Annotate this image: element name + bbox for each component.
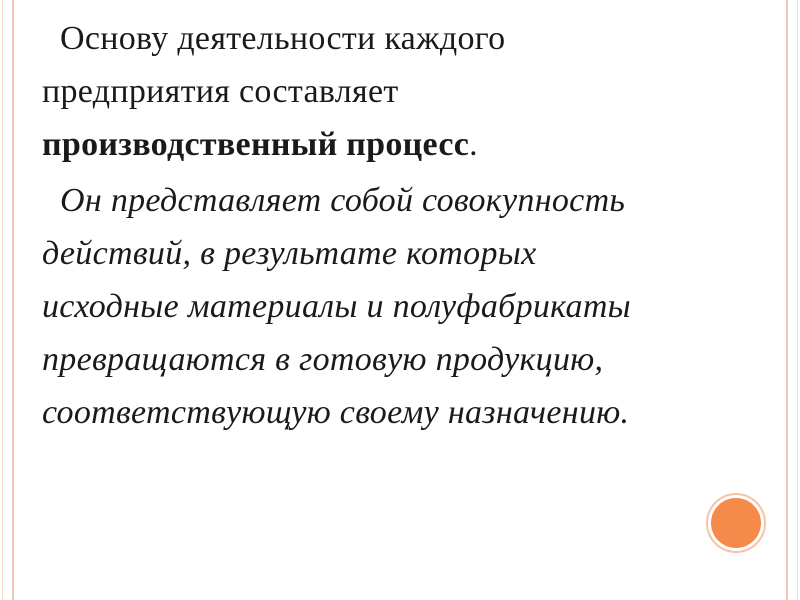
- slide-content: [42, 12, 682, 439]
- paragraph-1-bold-term: производственный процесс: [42, 126, 470, 163]
- paragraph-2: Он представляет собой совокупность действий, в результате которых исходные материалы и полуфабрикаты превращаются в готовую продукцию, соответствующую своему назначению.: [42, 182, 632, 431]
- decorative-orange-dot: [711, 498, 761, 548]
- paragraph-1-end: .: [469, 126, 478, 163]
- right-border-line: [797, 0, 798, 600]
- paragraph-1-text: Основу деятельности каждого предприятия составляет: [42, 20, 506, 110]
- left-border-line: [2, 0, 3, 600]
- paragraph-1: [42, 12, 682, 171]
